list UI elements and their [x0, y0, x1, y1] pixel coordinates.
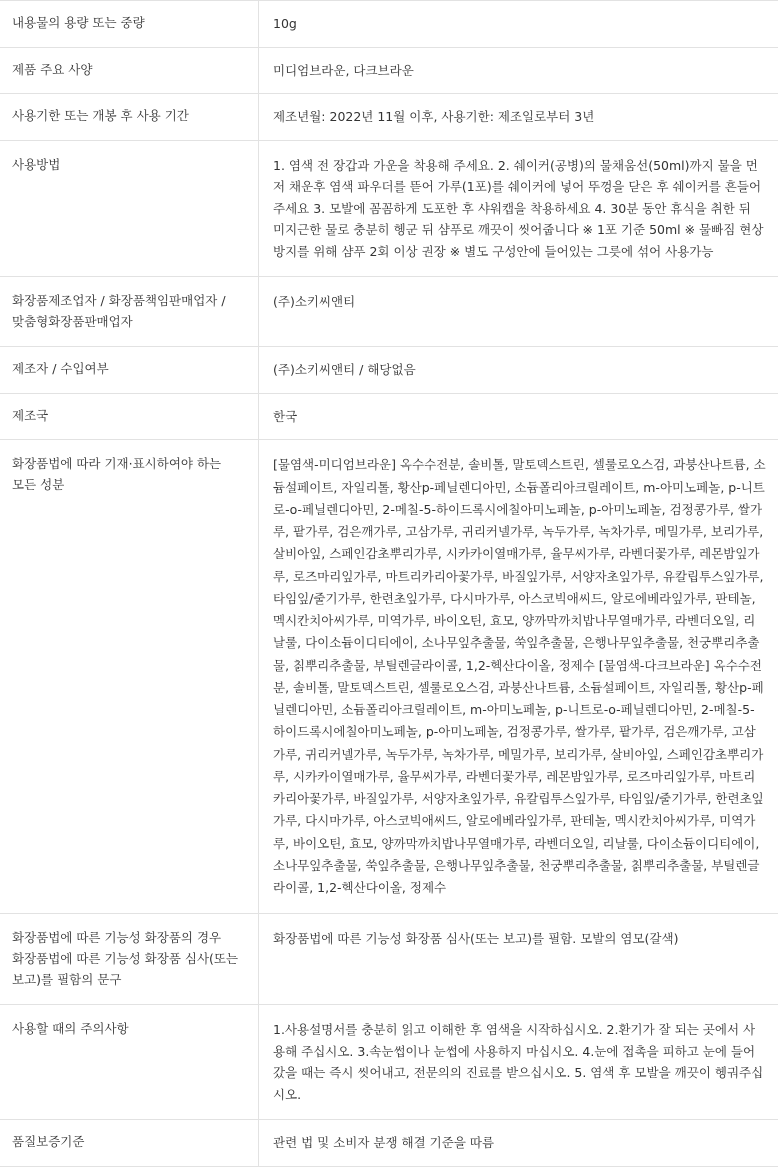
table-row [0, 914, 778, 1005]
row-label: 화장품법에 따른 기능성 화장품의 경우 화장품법에 따른 기능성 화장품 심사(또는 보고)를 필함의 문구 [0, 914, 259, 1005]
table-row [0, 140, 778, 277]
row-value: (주)소키씨앤티 [259, 277, 778, 347]
row-label: 품질보증기준 [0, 1120, 259, 1167]
table-row [0, 1005, 778, 1120]
row-value: 관련 법 및 소비자 분쟁 해결 기준을 따름 [259, 1120, 778, 1167]
row-value: 10g [259, 1, 778, 48]
table-row [0, 277, 778, 347]
row-value: 미디엄브라운, 다크브라운 [259, 47, 778, 94]
table-row [0, 94, 778, 141]
row-value: [물염색-미디엄브라운] 옥수수전분, 솔비톨, 말토덱스트린, 셀룰로오스검, 과붕산나트륨, 소듐설페이트, 자일리톨, 황산p-페닐렌디아민, 소듐폴리아크릴레이트, m-아미노페놀, p-니트로-o-페닐렌디아민, 2-메칠-5-하이드록시에칠아미노페놀, p-아미노페놀, 검정콩가루, 쌀가루, 팥가루, 검은깨가루, 고삼가루, 귀리커넬가루, 녹두가루, 녹차가루, 메밀가루, 보리가루, 살비아잎, 스페인감초뿌리가루, 시카카이열매가루, 율무씨가루, 라벤더꽃가루, 레몬밤잎가루, 로즈마리잎가루, 마트리카리아꽃가루, 바질잎가루, 서양자초잎가루, 유칼립투스잎가루, 타임잎/줄기가루, 한련초잎가루, 다시마가루, 아스코빅애씨드, 알로에베라잎가루, 판테놀, 멕시칸치아씨가루, 미역가루, 바이오틴, 효모, 양까막까치밥나무열매가루, 라벤더오일, 리날룰, 다이소듐이디티에이, 소나무잎추출물, 쑥잎추출물, 은행나무잎추출물, 천궁뿌리추출물, 칡뿌리추출물, 부틸렌글라이콜, 1,2-헥산다이올, 정제수 [물염색-다크브라운] 옥수수전분, 솔비톨, 말토덱스트린, 셀룰로오스검, 과붕산나트륨, 소듐설페이트, 자일리톨, 황산p-페닐렌디아민, 소듐폴리아크릴레이트, m-아미노페놀, p-니트로-o-페닐렌디아민, 2-메칠-5-하이드록시에칠아미노페놀, p-아미노페놀, 검정콩가루, 쌀가루, 팥가루, 검은깨가루, 고삼가루, 귀리커넬가루, 녹두가루, 녹차가루, 메밀가루, 보리가루, 살비아잎, 스페인감초뿌리가루, 시카카이열매가루, 율무씨가루, 라벤더꽃가루, 레몬밤잎가루, 로즈마리잎가루, 마트리카리아꽃가루, 바질잎가루, 서양자초잎가루, 유칼립투스잎가루, 타임잎/줄기가루, 한련초잎가루, 다시마가루, 아스코빅애씨드, 알로에베라잎가루, 판테놀, 멕시칸치아씨가루, 미역가루, 바이오틴, 효모, 양까막까치밥나무열매가루, 라벤더오일, 리날룰, 다이소듐이디티에이, 소나무잎추출물, 쑥잎추출물, 은행나무잎추출물, 천궁뿌리추출물, 칡뿌리추출물, 부틸렌글라이콜, 1,2-헥산다이올, 정제수 [259, 440, 778, 914]
row-label: 화장품법에 따라 기재·표시하여야 하는 모든 성분 [0, 440, 259, 914]
table-row [0, 1120, 778, 1167]
row-label: 내용물의 용량 또는 중량 [0, 1, 259, 48]
row-label: 사용할 때의 주의사항 [0, 1005, 259, 1120]
row-label: 사용방법 [0, 140, 259, 277]
row-value: 1.사용설명서를 충분히 읽고 이해한 후 염색을 시작하십시오. 2.환기가 잘 되는 곳에서 사용해 주십시오. 3.속눈썹이나 눈썹에 사용하지 마십시오. 4.눈에 접촉을 피하고 눈에 들어갔을 때는 즉시 씻어내고, 전문의의 진료를 받으십시오. 5. 염색 후 모발을 깨끗이 헹궈주십시오. [259, 1005, 778, 1120]
row-label: 제조자 / 수입여부 [0, 347, 259, 394]
table-row [0, 347, 778, 394]
row-label: 제품 주요 사양 [0, 47, 259, 94]
table-row [0, 1, 778, 48]
row-value: 화장품법에 따른 기능성 화장품 심사(또는 보고)를 필함. 모발의 염모(갈색) [259, 914, 778, 1005]
row-label: 화장품제조업자 / 화장품책임판매업자 / 맞춤형화장품판매업자 [0, 277, 259, 347]
spec-table-body [0, 1, 778, 1167]
table-row [0, 440, 778, 914]
row-label: 제조국 [0, 393, 259, 440]
table-row [0, 393, 778, 440]
table-row [0, 47, 778, 94]
row-value: 한국 [259, 393, 778, 440]
row-value: (주)소키씨앤티 / 해당없음 [259, 347, 778, 394]
row-value: 1. 염색 전 장갑과 가운을 착용해 주세요. 2. 쉐이커(공병)의 물채움선(50ml)까지 물을 먼저 채운후 염색 파우더를 뜯어 가루(1포)를 쉐이커에 넣어 뚜껑을 닫은 후 쉐이커를 흔들어주세요 3. 모발에 꼼꼼하게 도포한 후 샤워캡을 착용하세요 4. 30분 동안 휴식을 취한 뒤 미지근한 물로 충분히 헹군 뒤 샴푸로 깨끗이 씻어줍니다 ※ 1포 기준 50ml ※ 물빠짐 현상 방지를 위해 샴푸 2회 이상 권장 ※ 별도 구성안에 들어있는 그릇에 섞어 사용가능 [259, 140, 778, 277]
row-value: 제조년월: 2022년 11월 이후, 사용기한: 제조일로부터 3년 [259, 94, 778, 141]
row-label: 사용기한 또는 개봉 후 사용 기간 [0, 94, 259, 141]
